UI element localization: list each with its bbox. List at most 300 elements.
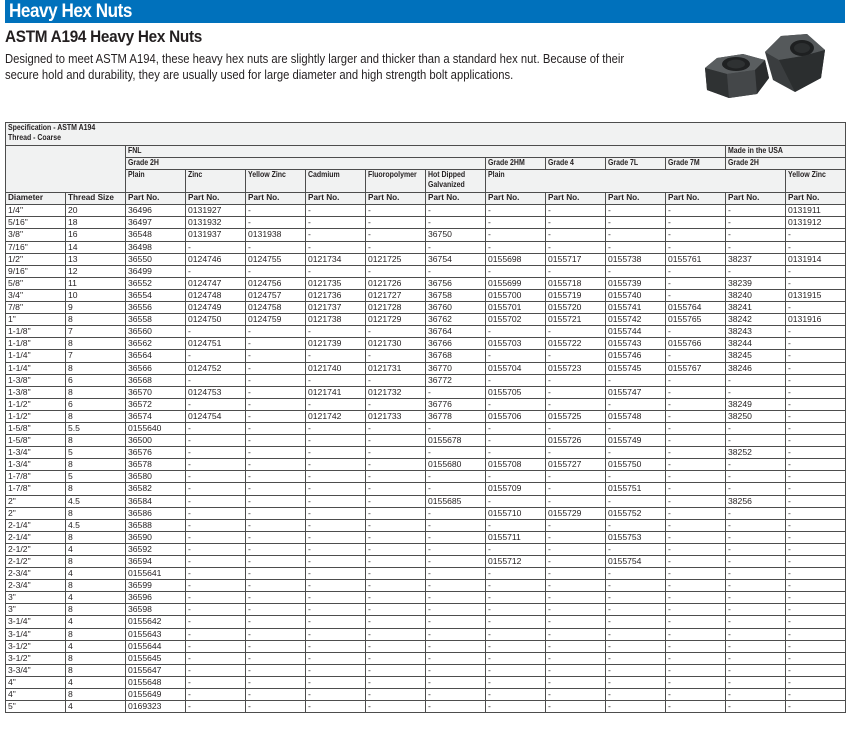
table-row [6, 676, 846, 688]
part-number-cell: - [726, 435, 786, 447]
diameter-cell: 1-3/4" [6, 447, 66, 459]
part-number-cell: - [246, 628, 306, 640]
table-row [6, 531, 846, 543]
part-number-cell: - [546, 580, 606, 592]
table-row [6, 580, 846, 592]
part-number-cell: - [246, 604, 306, 616]
part-number-cell: 0155643 [126, 628, 186, 640]
part-number-cell: - [246, 459, 306, 471]
part-number-cell: 0155745 [606, 362, 666, 374]
part-number-cell: 36754 [426, 253, 486, 265]
part-number-cell: 0155765 [666, 314, 726, 326]
part-number-cell: - [426, 422, 486, 434]
part-number-cell: 36588 [126, 519, 186, 531]
col-diameter: Diameter [6, 193, 66, 205]
part-number-cell: 0155702 [486, 314, 546, 326]
part-number-cell: - [186, 471, 246, 483]
part-number-cell: - [426, 205, 486, 217]
table-row [6, 640, 846, 652]
table-row [6, 302, 846, 314]
part-number-cell: - [726, 386, 786, 398]
part-number-cell: - [786, 689, 846, 701]
thread-size-cell: 16 [66, 229, 126, 241]
table-row [6, 519, 846, 531]
col-part-no: Part No. [726, 193, 786, 205]
part-number-cell: - [486, 374, 546, 386]
part-number-cell: - [306, 422, 366, 434]
part-number-cell: - [726, 519, 786, 531]
diameter-cell: 7/16" [6, 241, 66, 253]
part-number-cell: - [186, 459, 246, 471]
thread-size-cell: 8 [66, 338, 126, 350]
part-number-cell: - [786, 604, 846, 616]
part-number-cell: 0155747 [606, 386, 666, 398]
part-number-cell: - [606, 616, 666, 628]
part-number-cell: - [426, 604, 486, 616]
part-number-cell: - [366, 580, 426, 592]
thread-size-cell: 4 [66, 676, 126, 688]
table-row [6, 241, 846, 253]
part-number-cell: - [666, 616, 726, 628]
part-number-cell: - [786, 338, 846, 350]
part-number-cell: - [486, 664, 546, 676]
col-part-no: Part No. [606, 193, 666, 205]
part-number-cell: - [186, 689, 246, 701]
part-number-cell: 0169323 [126, 701, 186, 713]
col-part-no: Part No. [246, 193, 306, 205]
diameter-cell: 9/16" [6, 265, 66, 277]
part-number-cell: - [546, 447, 606, 459]
part-number-cell: 0155750 [606, 459, 666, 471]
diameter-cell: 1" [6, 314, 66, 326]
part-number-cell: 0155748 [606, 410, 666, 422]
part-number-cell: - [246, 447, 306, 459]
part-number-cell: - [786, 495, 846, 507]
part-number-cell: - [786, 459, 846, 471]
part-number-cell: - [606, 398, 666, 410]
table-row [6, 628, 846, 640]
part-number-cell: - [726, 592, 786, 604]
part-number-cell: - [546, 531, 606, 543]
thread-size-cell: 8 [66, 689, 126, 701]
diameter-cell: 5" [6, 701, 66, 713]
thread-size-cell: 8 [66, 580, 126, 592]
part-number-cell: 0155741 [606, 302, 666, 314]
part-number-cell: - [726, 241, 786, 253]
part-number-cell: - [306, 459, 366, 471]
section-banner [5, 0, 845, 23]
part-number-cell: - [246, 422, 306, 434]
part-number-cell: - [246, 652, 306, 664]
part-number-cell: - [666, 459, 726, 471]
part-number-cell: 0155647 [126, 664, 186, 676]
part-number-cell: - [186, 616, 246, 628]
part-number-cell: - [306, 265, 366, 277]
part-number-cell: - [786, 664, 846, 676]
grade-2h-usa: Grade 2H [726, 158, 846, 170]
table-row [6, 592, 846, 604]
part-number-cell: - [546, 676, 606, 688]
part-number-cell: 0121740 [306, 362, 366, 374]
part-number-cell: 0155725 [546, 410, 606, 422]
part-number-cell: - [666, 519, 726, 531]
banner-title: Heavy Hex Nuts [9, 1, 132, 22]
part-number-cell: 36582 [126, 483, 186, 495]
part-number-cell: - [426, 265, 486, 277]
table-row [6, 616, 846, 628]
part-number-cell: - [606, 652, 666, 664]
part-number-cell: - [546, 664, 606, 676]
part-number-cell: 0155753 [606, 531, 666, 543]
part-number-cell: - [306, 435, 366, 447]
part-number-cell: - [786, 652, 846, 664]
part-number-cell: 36596 [126, 592, 186, 604]
part-number-cell: 0131912 [786, 217, 846, 229]
part-number-cell: 38256 [726, 495, 786, 507]
diameter-cell: 1-1/8" [6, 338, 66, 350]
part-number-cell: - [546, 265, 606, 277]
part-number-cell: 36584 [126, 495, 186, 507]
part-number-cell: - [606, 580, 666, 592]
thread-size-cell: 4 [66, 592, 126, 604]
part-number-cell: - [786, 229, 846, 241]
part-number-cell: - [246, 507, 306, 519]
table-row [6, 701, 846, 713]
part-number-cell: - [306, 556, 366, 568]
part-number-cell: - [306, 664, 366, 676]
part-number-cell: - [186, 652, 246, 664]
part-number-cell: - [546, 640, 606, 652]
part-number-cell: - [306, 568, 366, 580]
part-number-cell: - [306, 519, 366, 531]
part-number-cell: - [786, 241, 846, 253]
spec-cell [6, 123, 846, 146]
col-part-no: Part No. [666, 193, 726, 205]
table-row [6, 604, 846, 616]
part-number-cell: - [726, 483, 786, 495]
part-number-cell: - [606, 568, 666, 580]
table-row [6, 205, 846, 217]
part-number-cell: 36548 [126, 229, 186, 241]
part-number-cell: - [306, 628, 366, 640]
table-row [6, 217, 846, 229]
part-number-cell: - [666, 386, 726, 398]
part-number-cell: - [786, 580, 846, 592]
part-number-cell: - [246, 483, 306, 495]
part-number-cell: 0155680 [426, 459, 486, 471]
part-number-cell: - [426, 241, 486, 253]
part-number-cell: - [726, 604, 786, 616]
part-number-cell: - [486, 205, 546, 217]
part-number-cell: - [246, 689, 306, 701]
part-number-cell: - [666, 374, 726, 386]
part-number-cell: - [726, 531, 786, 543]
product-title: ASTM A194 Heavy Hex Nuts [5, 27, 203, 46]
part-number-cell: - [726, 556, 786, 568]
part-number-cell: 0155712 [486, 556, 546, 568]
part-number-cell: - [486, 471, 546, 483]
part-number-cell: - [426, 628, 486, 640]
group-header-row [6, 146, 846, 158]
part-number-cell: - [426, 664, 486, 676]
part-number-cell: 0155764 [666, 302, 726, 314]
part-number-cell: - [726, 701, 786, 713]
part-number-cell: 0124758 [246, 302, 306, 314]
diameter-cell: 5/8" [6, 277, 66, 289]
part-number-cell: - [186, 543, 246, 555]
part-number-cell: - [666, 604, 726, 616]
part-number-cell: 0131911 [786, 205, 846, 217]
part-number-cell: - [306, 471, 366, 483]
thread-size-cell: 8 [66, 410, 126, 422]
part-number-cell: 0155739 [606, 277, 666, 289]
part-number-cell: - [306, 580, 366, 592]
part-number-cell: - [546, 326, 606, 338]
part-number-cell: - [786, 374, 846, 386]
thread-size-cell: 7 [66, 350, 126, 362]
part-number-cell: 0124757 [246, 289, 306, 301]
part-number-cell: - [246, 543, 306, 555]
thread-size-cell: 5 [66, 471, 126, 483]
part-number-cell: 0124749 [186, 302, 246, 314]
part-number-cell: 0121727 [366, 289, 426, 301]
part-number-cell: 0155729 [546, 507, 606, 519]
part-number-cell: 0121737 [306, 302, 366, 314]
part-number-cell: - [366, 664, 426, 676]
part-number-cell: - [246, 362, 306, 374]
thread-size-cell: 5.5 [66, 422, 126, 434]
diameter-cell: 2-1/4" [6, 519, 66, 531]
part-number-cell: - [786, 676, 846, 688]
part-number-cell: - [366, 483, 426, 495]
part-number-cell: - [426, 519, 486, 531]
part-number-cell: - [306, 507, 366, 519]
part-number-cell: 0124756 [246, 277, 306, 289]
part-number-cell: - [426, 568, 486, 580]
part-number-cell: 36568 [126, 374, 186, 386]
part-number-cell: - [786, 531, 846, 543]
part-number-cell: - [486, 689, 546, 701]
col-part-no: Part No. [186, 193, 246, 205]
part-number-cell: - [606, 422, 666, 434]
part-number-cell: - [186, 447, 246, 459]
part-number-cell: - [246, 350, 306, 362]
part-number-cell: 0124746 [186, 253, 246, 265]
part-number-cell: - [366, 217, 426, 229]
part-number-cell: - [366, 326, 426, 338]
part-number-cell: - [726, 640, 786, 652]
part-number-cell: - [366, 229, 426, 241]
part-number-cell: 0121742 [306, 410, 366, 422]
part-number-cell: - [426, 217, 486, 229]
grade-header-row [6, 158, 846, 170]
part-number-cell: 0155722 [546, 338, 606, 350]
part-number-cell: - [486, 519, 546, 531]
part-number-cell: - [186, 374, 246, 386]
part-number-cell: - [546, 543, 606, 555]
part-number-cell: - [546, 556, 606, 568]
part-number-cell: - [246, 217, 306, 229]
part-number-cell: - [246, 519, 306, 531]
thread-size-cell: 5 [66, 447, 126, 459]
part-number-cell: - [186, 701, 246, 713]
part-number-cell: - [786, 435, 846, 447]
part-number-cell: 0155726 [546, 435, 606, 447]
part-number-cell: 0155701 [486, 302, 546, 314]
part-number-cell: - [186, 676, 246, 688]
finish-yellow-zinc: Yellow Zinc [246, 170, 306, 193]
part-number-cell: - [186, 592, 246, 604]
grade-2h-fnl: Grade 2H [126, 158, 486, 170]
part-number-cell: - [786, 640, 846, 652]
thread-size-cell: 8 [66, 664, 126, 676]
part-number-cell: - [786, 519, 846, 531]
table-body [6, 205, 846, 713]
part-number-cell: 0131915 [786, 289, 846, 301]
part-number-cell: - [366, 471, 426, 483]
part-number-cell: - [726, 217, 786, 229]
diameter-cell: 1-1/4" [6, 362, 66, 374]
part-number-cell: - [366, 447, 426, 459]
part-number-cell: - [606, 676, 666, 688]
part-number-cell: - [186, 265, 246, 277]
part-number-cell: 0124751 [186, 338, 246, 350]
diameter-cell: 2-1/4" [6, 531, 66, 543]
diameter-cell: 7/8" [6, 302, 66, 314]
part-number-cell: 38239 [726, 277, 786, 289]
diameter-cell: 1-1/2" [6, 398, 66, 410]
part-number-cell: 38244 [726, 338, 786, 350]
table-row [6, 471, 846, 483]
part-number-cell: - [666, 289, 726, 301]
part-number-cell: 38242 [726, 314, 786, 326]
part-number-cell: - [666, 543, 726, 555]
part-number-cell: 0155698 [486, 253, 546, 265]
table-row [6, 338, 846, 350]
diameter-cell: 2-3/4" [6, 580, 66, 592]
part-number-cell: - [666, 205, 726, 217]
part-number-cell: - [666, 326, 726, 338]
part-number-cell: 36598 [126, 604, 186, 616]
part-number-cell: - [606, 229, 666, 241]
table-row [6, 543, 846, 555]
part-number-cell: - [426, 592, 486, 604]
finish-usa-yellow-zinc: Yellow Zinc [786, 170, 846, 193]
part-number-cell: - [366, 616, 426, 628]
grade-2hm: Grade 2HM [486, 158, 546, 170]
diameter-cell: 2" [6, 495, 66, 507]
thread-size-cell: 4.5 [66, 519, 126, 531]
part-number-cell: - [486, 568, 546, 580]
diameter-cell: 1-1/4" [6, 350, 66, 362]
part-number-cell: - [366, 676, 426, 688]
thread-size-cell: 12 [66, 265, 126, 277]
table-row [6, 447, 846, 459]
diameter-cell: 4" [6, 689, 66, 701]
part-number-cell: 0155710 [486, 507, 546, 519]
grade-4: Grade 4 [546, 158, 606, 170]
part-number-cell: - [666, 447, 726, 459]
part-number-cell: - [606, 471, 666, 483]
part-number-cell: - [366, 543, 426, 555]
part-number-cell: - [246, 531, 306, 543]
part-number-cell: - [306, 205, 366, 217]
part-number-cell: 0124755 [246, 253, 306, 265]
finish-hot-dipped-galvanized: Hot Dipped Galvanized [426, 170, 486, 193]
part-number-cell: - [186, 495, 246, 507]
part-number-cell: - [486, 604, 546, 616]
part-number-cell: 0155749 [606, 435, 666, 447]
part-number-cell: - [666, 580, 726, 592]
group-fnl: FNL [126, 146, 726, 158]
diameter-cell: 3-3/4" [6, 664, 66, 676]
part-number-cell: - [666, 701, 726, 713]
part-number-cell: 36768 [426, 350, 486, 362]
part-number-cell: - [306, 495, 366, 507]
spec-header-row [6, 123, 846, 146]
part-number-cell: 0124753 [186, 386, 246, 398]
part-number-cell: - [246, 205, 306, 217]
part-number-cell: - [306, 350, 366, 362]
part-number-cell: 36552 [126, 277, 186, 289]
part-number-cell: 36756 [426, 277, 486, 289]
part-number-cell: 0124747 [186, 277, 246, 289]
part-number-cell: - [606, 447, 666, 459]
part-number-cell: - [666, 556, 726, 568]
part-number-cell: - [666, 422, 726, 434]
part-number-cell: - [726, 652, 786, 664]
table-row [6, 386, 846, 398]
part-number-cell: - [366, 652, 426, 664]
part-number-cell: 0155685 [426, 495, 486, 507]
part-number-cell: - [666, 217, 726, 229]
grade-7m: Grade 7M [666, 158, 726, 170]
part-number-cell: - [726, 507, 786, 519]
part-number-cell: - [426, 386, 486, 398]
table-row [6, 483, 846, 495]
part-number-cell: - [246, 265, 306, 277]
thread-size-cell: 20 [66, 205, 126, 217]
part-number-cell: - [786, 302, 846, 314]
part-number-cell: - [786, 277, 846, 289]
part-number-cell: - [186, 640, 246, 652]
part-number-cell: - [726, 664, 786, 676]
thread-size-cell: 8 [66, 386, 126, 398]
part-number-cell: - [666, 241, 726, 253]
part-number-cell: - [246, 676, 306, 688]
part-number-cell: 0131938 [246, 229, 306, 241]
part-number-cell: - [426, 556, 486, 568]
part-number-cell: - [186, 507, 246, 519]
part-number-cell: - [306, 701, 366, 713]
part-number-cell: - [546, 604, 606, 616]
thread-size-cell: 4 [66, 543, 126, 555]
part-number-cell: - [186, 241, 246, 253]
part-number-cell: 0155709 [486, 483, 546, 495]
thread-size-cell: 7 [66, 326, 126, 338]
part-number-cell: - [246, 398, 306, 410]
part-number-cell: - [666, 435, 726, 447]
part-number-cell: - [246, 568, 306, 580]
part-number-cell: 36566 [126, 362, 186, 374]
thread-size-cell: 8 [66, 483, 126, 495]
part-number-cell: - [546, 652, 606, 664]
part-number-cell: - [486, 592, 546, 604]
part-number-cell: 0131927 [186, 205, 246, 217]
part-number-cell: - [546, 398, 606, 410]
diameter-cell: 3-1/4" [6, 628, 66, 640]
part-number-cell: - [426, 701, 486, 713]
